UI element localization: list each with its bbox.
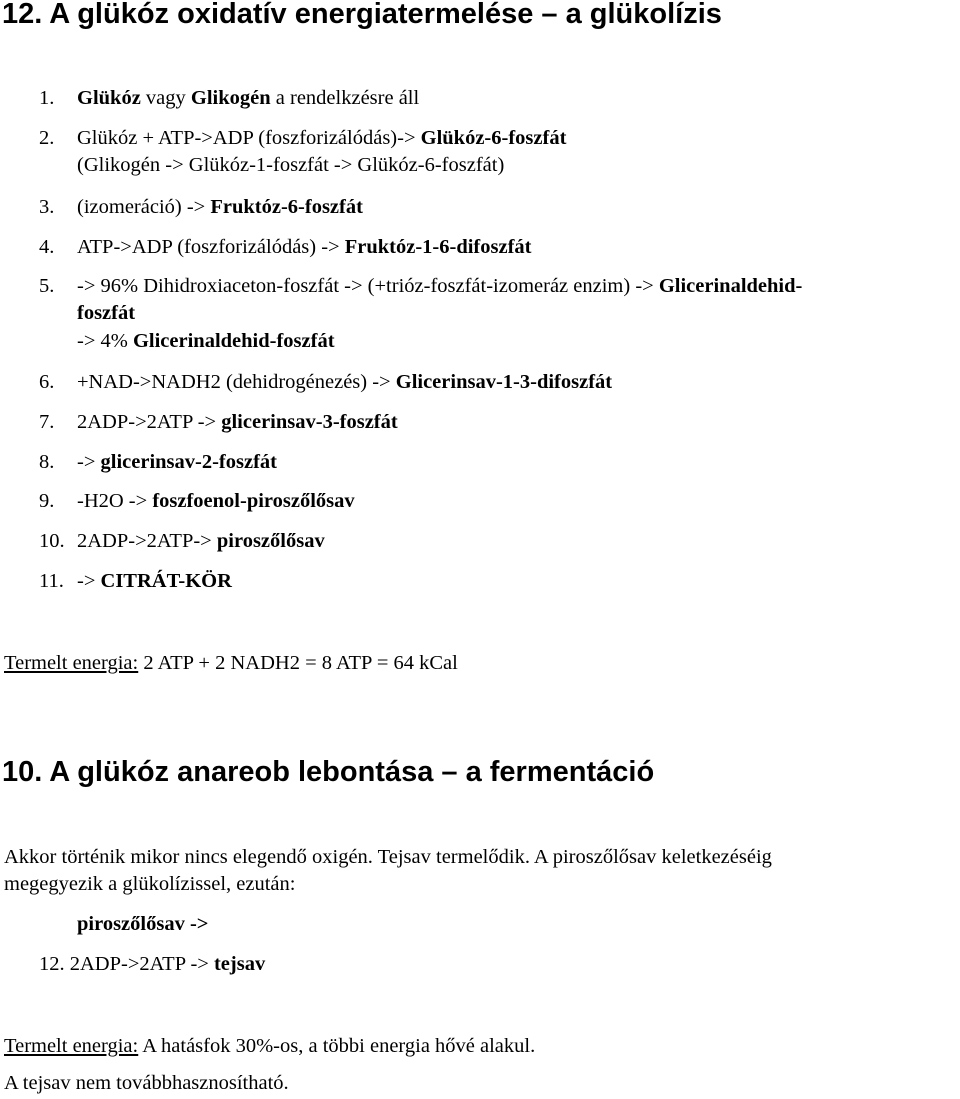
- step-number: 2.: [39, 127, 55, 149]
- energy-value: 2 ATP + 2 NADH2 = 8 ATP = 64 kCal: [138, 652, 458, 674]
- step-compound: piroszőlősav: [216, 530, 325, 552]
- fermentation-step-b: [39, 952, 265, 976]
- step-compound: Glükóz: [77, 87, 141, 109]
- energy-label: Termelt energia:: [4, 652, 139, 674]
- step-line: [39, 450, 277, 474]
- step-text: (izomeráció) ->: [77, 196, 211, 218]
- step-compound: glicerinsav-3-foszfát: [221, 411, 398, 433]
- step-compound: foszfát: [77, 302, 136, 324]
- step-compound: glicerinsav-2-foszfát: [100, 451, 277, 473]
- step-line: [39, 489, 355, 513]
- step-number: 6.: [39, 371, 55, 393]
- step-number: 10.: [39, 530, 65, 552]
- step-line: [39, 126, 567, 150]
- step-text: (Glikogén -> Glükóz-1-foszfát -> Glükóz-6-foszfát): [77, 154, 505, 176]
- step-line: [39, 370, 613, 394]
- step-text: -H2O ->: [77, 490, 153, 512]
- step-line: [39, 569, 232, 593]
- step-compound: Glicerinsav-1-3-difoszfát: [395, 371, 613, 393]
- step-text: 2ADP->2ATP ->: [77, 411, 222, 433]
- energy-line-2: [4, 1034, 535, 1058]
- step-number: 7.: [39, 411, 55, 433]
- step-line: [39, 410, 398, 434]
- step-text: Glükóz + ATP->ADP (foszforizálódás)->: [77, 127, 421, 149]
- step-line: [77, 153, 504, 177]
- energy-label: Termelt energia:: [4, 1035, 139, 1057]
- step-text: +NAD->NADH2 (dehidrogénezés) ->: [77, 371, 396, 393]
- step-line: [39, 529, 325, 553]
- step-line: [77, 329, 335, 353]
- step-compound: Fruktóz-1-6-difoszfát: [344, 236, 532, 258]
- step-number: 9.: [39, 490, 55, 512]
- step-compound: Glicerinaldehid-: [658, 275, 803, 297]
- step-text: -> 4%: [77, 330, 133, 352]
- step-compound: Fruktóz-6-foszfát: [210, 196, 363, 218]
- step-text: a rendelkzésre áll: [270, 87, 420, 109]
- fermentation-step-a: piroszőlősav ->: [77, 913, 209, 935]
- step-compound: CITRÁT-KÖR: [100, 570, 232, 592]
- step-compound: foszfoenol-piroszőlősav: [152, 490, 355, 512]
- step-line: [39, 235, 532, 259]
- section1-title: 12. A glükóz oxidatív energiatermelése – a glükolízis: [2, 0, 722, 30]
- step-text: ATP->ADP (foszforizálódás) ->: [77, 236, 345, 258]
- step-text: 2ADP->2ATP ->: [64, 953, 214, 975]
- step-text: ->: [77, 451, 101, 473]
- step-compound: Glükóz-6-foszfát: [420, 127, 567, 149]
- intro-line-1: Akkor történik mikor nincs elegendő oxigén. Tejsav termelődik. A piroszőlősav keletkezéséig: [4, 846, 772, 868]
- step-compound: Glicerinaldehid-foszfát: [132, 330, 335, 352]
- step-number: 1.: [39, 87, 55, 109]
- step-number: 4.: [39, 236, 55, 258]
- section2-title: 10. A glükóz anareob lebontása – a fermentáció: [2, 756, 655, 788]
- step-number: 11.: [39, 570, 64, 592]
- step-compound: Glikogén: [190, 87, 271, 109]
- step-text: -> 96% Dihidroxiaceton-foszfát -> (+trióz-foszfát-izomeráz enzim) ->: [77, 275, 659, 297]
- step-number: 12.: [39, 953, 65, 975]
- intro-line-2: megegyezik a glükolízissel, ezután:: [4, 873, 296, 895]
- final-note: A tejsav nem továbbhasznosítható.: [4, 1072, 289, 1094]
- step-line: [39, 195, 363, 219]
- step-text: 2ADP->2ATP->: [77, 530, 217, 552]
- step-text: ->: [77, 570, 101, 592]
- step-text: vagy: [140, 87, 191, 109]
- energy-line-1: [4, 651, 458, 675]
- step-number: 3.: [39, 196, 55, 218]
- energy-value: A hatásfok 30%-os, a többi energia hővé alakul.: [138, 1035, 536, 1057]
- step-line: [39, 86, 420, 110]
- step-number: 8.: [39, 451, 55, 473]
- step-product: tejsav: [213, 953, 266, 975]
- step-line: [39, 274, 803, 298]
- step-number: 5.: [39, 275, 55, 297]
- step-line: [77, 301, 135, 325]
